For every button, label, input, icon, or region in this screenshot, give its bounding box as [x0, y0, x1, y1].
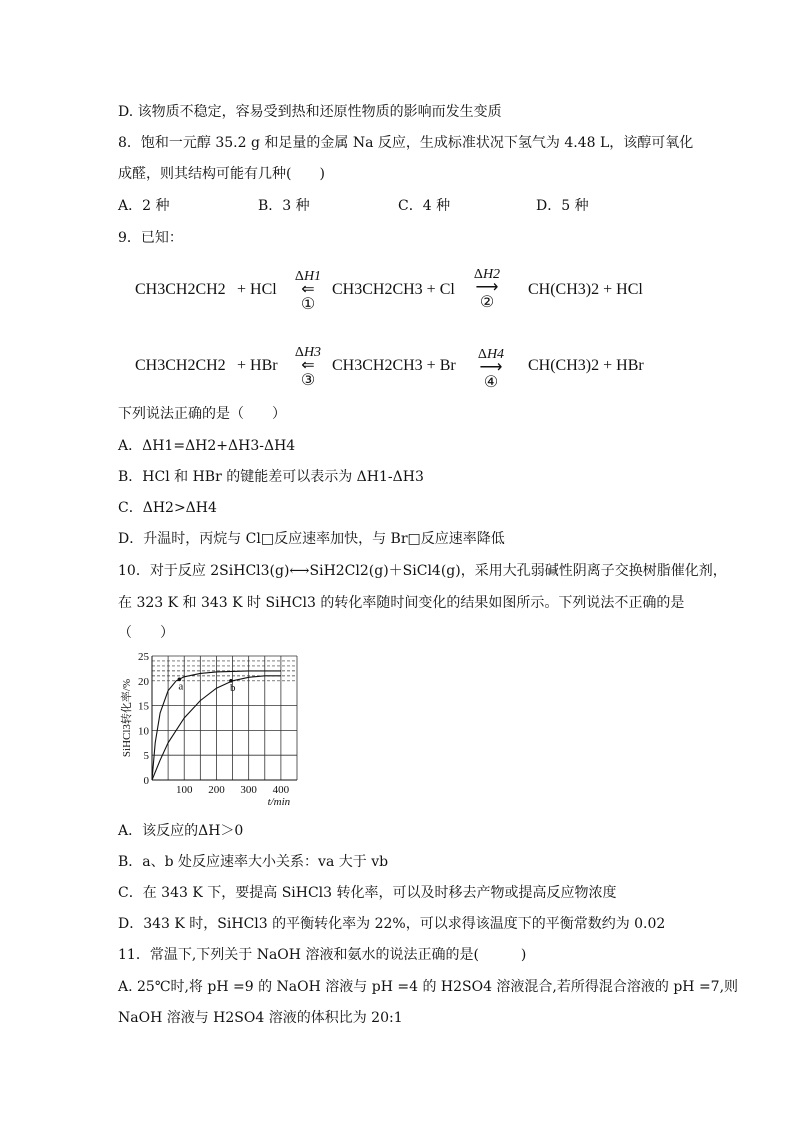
- eq2-arrow1-num: ③: [300, 372, 316, 389]
- q8-option-c: C．4 种: [398, 198, 451, 214]
- y-tick-label: 0: [143, 775, 149, 787]
- eq1-arrow2-num: ②: [479, 294, 495, 311]
- eq2-arrow1: ΔH3 ⇐ ③: [291, 346, 325, 390]
- q10-option-a: A．该反应的ΔH＞0: [118, 823, 244, 839]
- forward-arrow-icon: ⟶: [479, 359, 503, 376]
- q8-option-b: B．3 种: [258, 198, 310, 214]
- y-tick-label: 15: [138, 700, 149, 713]
- x-tick-label: 100: [175, 784, 193, 796]
- x-tick-label: 300: [240, 784, 257, 796]
- eq1-arrow1: ΔH1 ⇐ ①: [291, 270, 325, 314]
- y-tick-label: 5: [143, 750, 149, 763]
- y-axis-label: SiHCl3转化率/%: [121, 678, 133, 758]
- eq1-left: CH3CH2CH2: [135, 281, 226, 298]
- eq2-arrow2: ΔH4 ⟶ ④: [474, 348, 508, 392]
- q11-stem: 11．常温下,下列关于 NaOH 溶液和氨水的说法正确的是( ): [118, 947, 527, 963]
- y-tick-label: 10: [138, 725, 149, 738]
- q11-option-a-line2: NaOH 溶液与 H2SO4 溶液的体积比为 20:1: [118, 1010, 403, 1026]
- q10-stem-line1: 10．对于反应 2SiHCl3(g)⟷SiH2Cl2(g)＋SiCl4(g)，采用大孔弱碱性阴离子交换树脂催化剂，: [118, 563, 727, 579]
- q8-stem-line2: 成醛，则其结构可能有几种( ): [118, 166, 325, 182]
- q9-option-b: B．HCl 和 HBr 的键能差可以表示为 ΔH1-ΔH3: [118, 469, 424, 485]
- point-label-a: a: [178, 680, 184, 693]
- q9-intro: 9．已知：: [118, 230, 183, 246]
- eq2-plus-hbr: + HBr: [237, 357, 278, 374]
- eq1-arrow2: ΔH2 ⟶ ②: [470, 268, 504, 312]
- conversion-chart: [118, 648, 308, 812]
- eq1-arrow1-label: H1: [303, 269, 322, 284]
- eq1-arrow2-label: H2: [482, 267, 501, 282]
- eq2-right: CH(CH3)2 + HBr: [528, 357, 644, 374]
- eq2-arrow2-num: ④: [483, 374, 499, 391]
- eq2-arrow2-label: H4: [486, 347, 505, 362]
- q10-option-d: D．343 K 时，SiHCl3 的平衡转化率为 22%，可以求得该温度下的平衡常数约为 0.02: [118, 916, 666, 932]
- q10-option-b: B．a、b 处反应速率大小关系：va 大于 vb: [118, 854, 389, 870]
- q9-question: 下列说法正确的是（ ）: [118, 406, 286, 422]
- x-axis-label: t/min: [267, 796, 291, 808]
- eq1-middle: CH3CH2CH3 + Cl: [332, 281, 455, 298]
- eq2-middle: CH3CH2CH3 + Br: [332, 357, 456, 374]
- eq1-right: CH(CH3)2 + HCl: [528, 281, 643, 298]
- eq1-plus-hcl: + HCl: [237, 281, 277, 298]
- x-tick-label: 400: [272, 784, 290, 796]
- reverse-arrow-icon: ⇐: [301, 357, 315, 374]
- q9-option-c: C．ΔH2>ΔH4: [118, 500, 217, 516]
- q10-stem-line3: （ ）: [118, 625, 174, 641]
- eq1-arrow1-num: ①: [300, 296, 316, 313]
- reverse-arrow-icon: ⇐: [301, 281, 315, 298]
- q10-option-c: C．在 343 K 下，要提高 SiHCl3 转化率，可以及时移去产物或提高反应物浓度: [118, 885, 617, 901]
- q8-option-a: A．2 种: [118, 198, 170, 214]
- y-tick-label: 25: [138, 651, 149, 663]
- q11-option-a-line1: A. 25℃时,将 pH =9 的 NaOH 溶液与 pH =4 的 H2SO4 溶液混合,若所得混合溶液的 pH =7,则: [118, 979, 739, 995]
- q10-stem-line2: 在 323 K 和 343 K 时 SiHCl3 的转化率随时间变化的结果如图所示。下列说法不正确的是: [118, 595, 685, 611]
- q8-option-d: D．5 种: [536, 198, 589, 214]
- q7-option-d: D. 该物质不稳定，容易受到热和还原性物质的影响而发生变质: [118, 104, 502, 120]
- q8-stem-line1: 8．饱和一元醇 35.2 g 和足量的金属 Na 反应，生成标准状况下氢气为 4.48 L，该醇可氧化: [118, 135, 694, 151]
- point-label-b: b: [229, 681, 236, 694]
- x-tick-label: 200: [208, 784, 225, 796]
- eq2-left: CH3CH2CH2: [135, 357, 226, 374]
- q9-option-d: D．升温时，丙烷与 Cl□反应速率加快，与 Br□反应速率降低: [118, 531, 505, 547]
- forward-arrow-icon: ⟶: [475, 279, 499, 296]
- y-tick-label: 20: [138, 675, 149, 688]
- q9-option-a: A．ΔH1=ΔH2+ΔH3-ΔH4: [118, 438, 296, 454]
- eq2-arrow1-label: H3: [303, 345, 322, 360]
